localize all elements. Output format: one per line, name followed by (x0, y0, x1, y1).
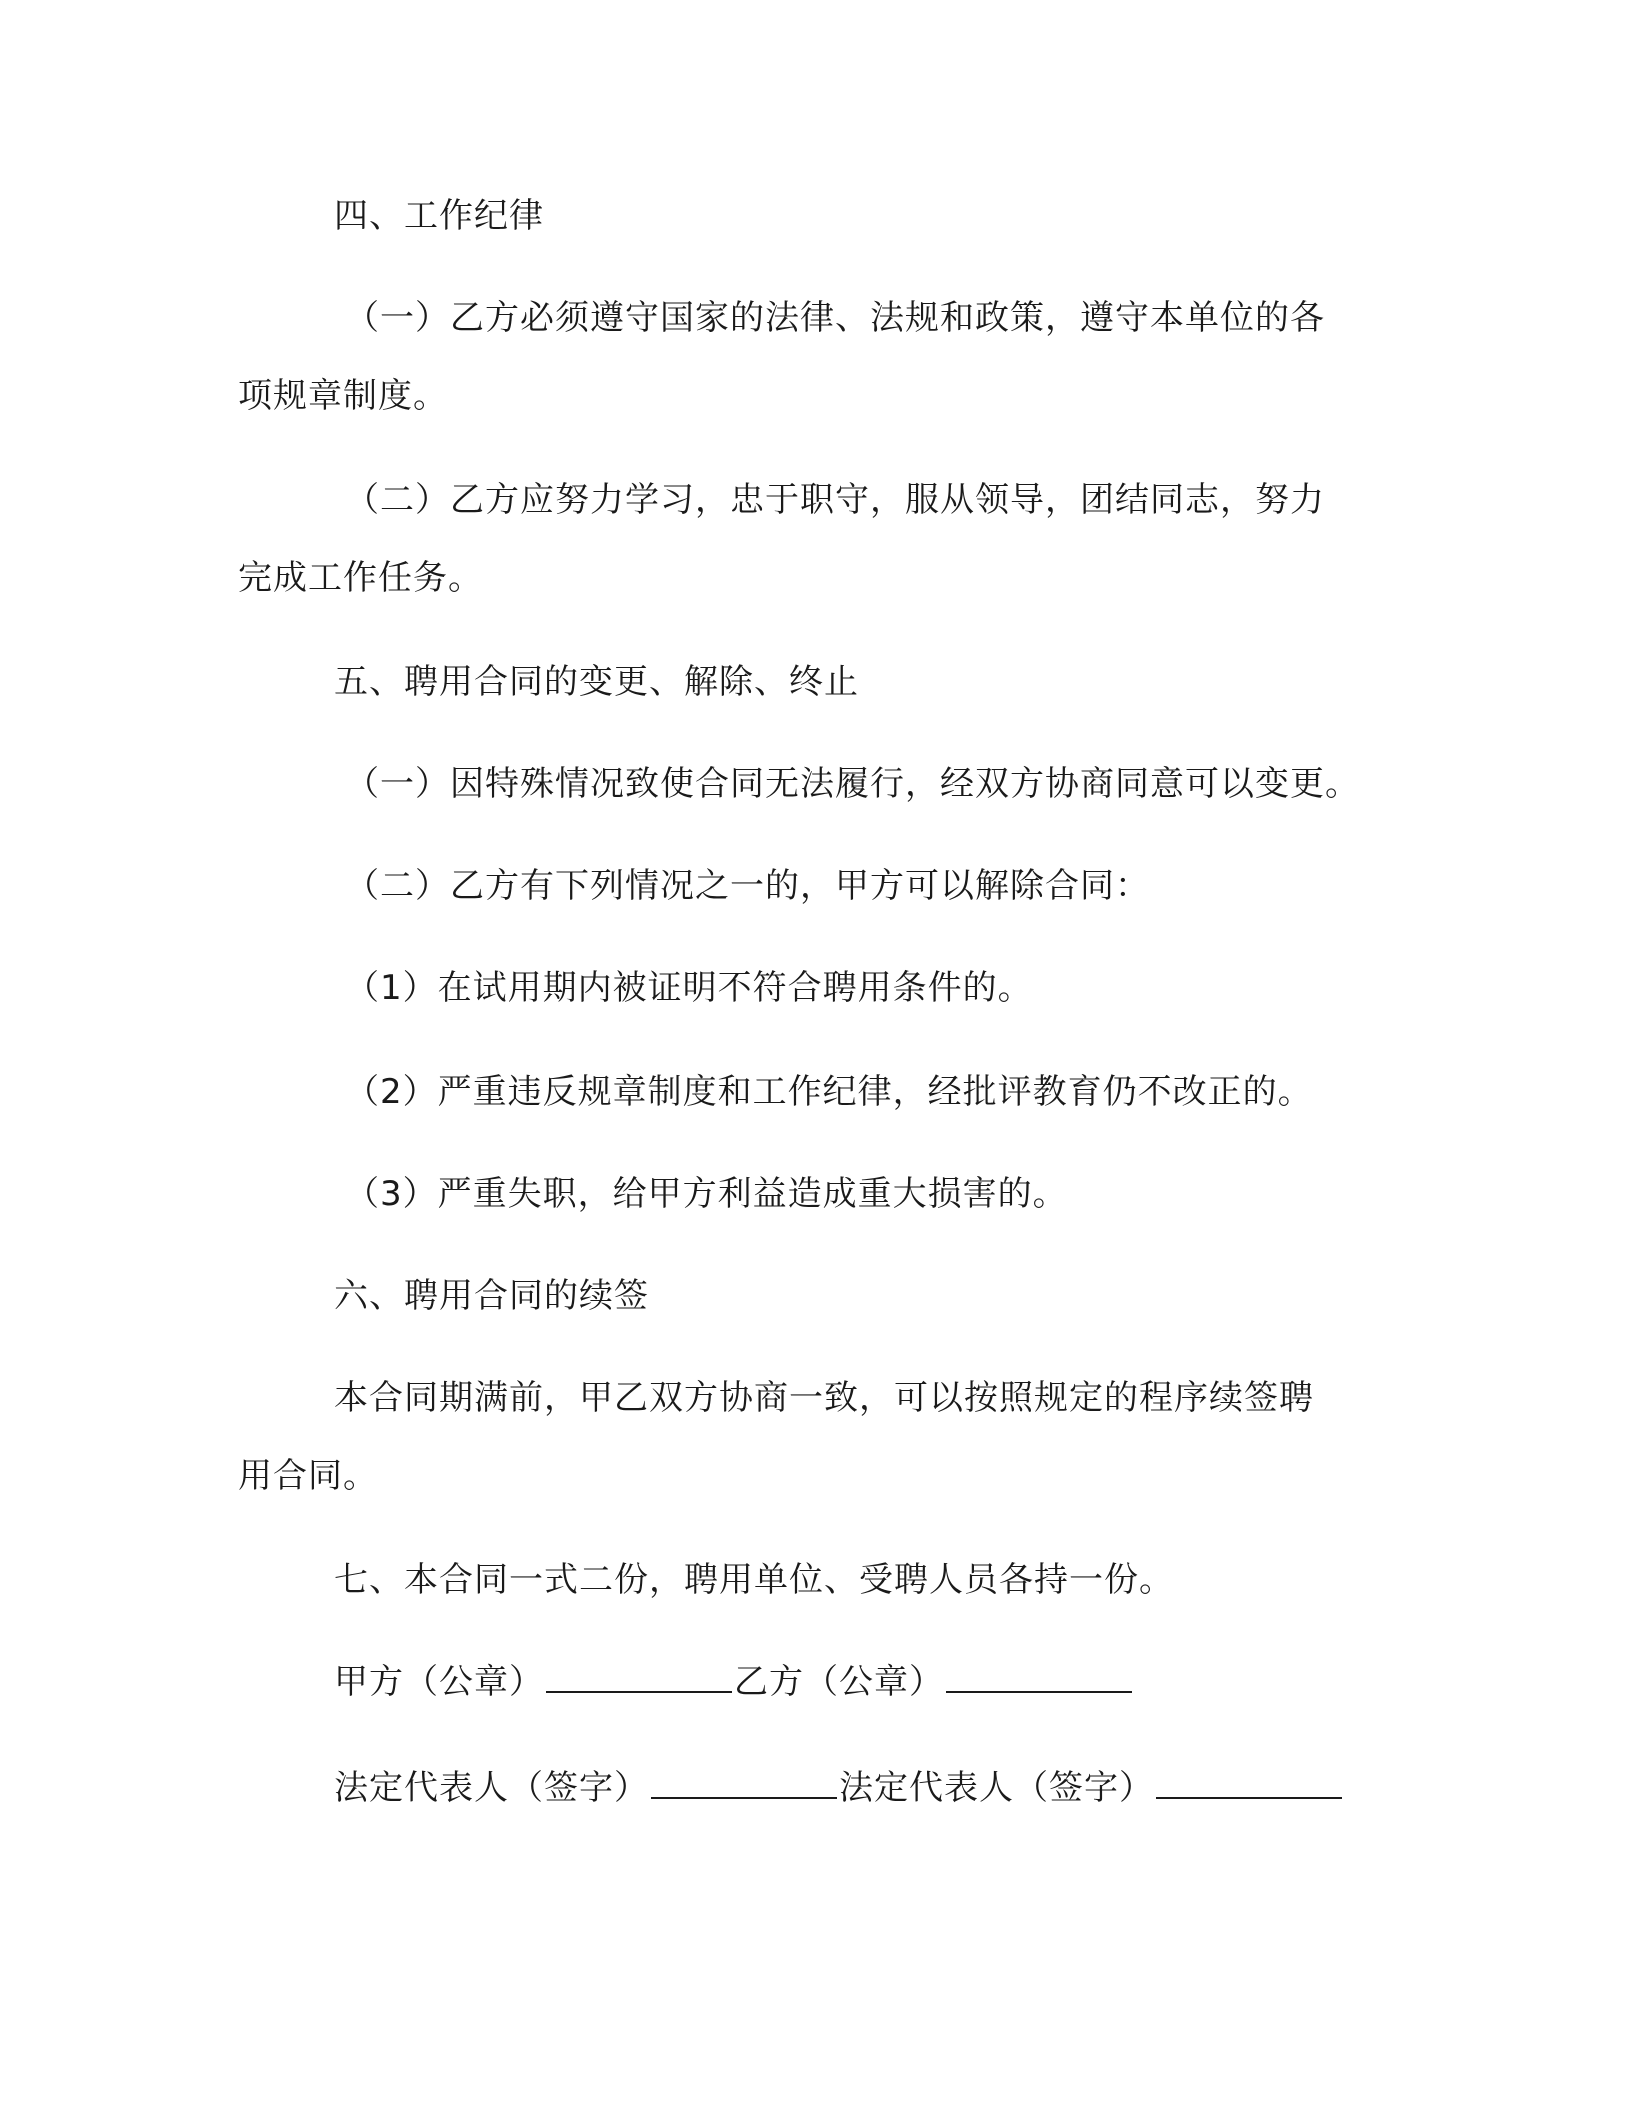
party-b-rep-blank[interactable] (1156, 1767, 1342, 1799)
party-b-seal-label: 乙方（公章） (734, 1662, 944, 1702)
party-a-seal-label: 甲方（公章） (334, 1662, 544, 1702)
paragraph-line: （二）乙方有下列情况之一的，甲方可以解除合同： (345, 866, 1150, 906)
party-a-rep-label: 法定代表人（签字） (334, 1768, 649, 1808)
section-heading-discipline: 四、工作纪律 (334, 196, 544, 236)
paragraph-line: 完成工作任务。 (238, 558, 483, 598)
paragraph-line: 用合同。 (238, 1456, 378, 1496)
list-item: （1）在试用期内被证明不符合聘用条件的。 (345, 968, 1033, 1008)
signature-row-seal (334, 1660, 1134, 1704)
paragraph-line: （二）乙方应努力学习，忠于职守，服从领导，团结同志，努力 (345, 480, 1325, 520)
party-b-seal-blank[interactable] (946, 1661, 1132, 1693)
section-heading-copies: 七、本合同一式二份，聘用单位、受聘人员各持一份。 (334, 1560, 1174, 1600)
signature-row-representative (334, 1766, 1344, 1810)
list-item: （3）严重失职，给甲方利益造成重大损害的。 (345, 1174, 1068, 1214)
party-a-rep-blank[interactable] (651, 1767, 837, 1799)
paragraph-line: （一）乙方必须遵守国家的法律、法规和政策，遵守本单位的各 (345, 298, 1325, 338)
party-b-rep-label: 法定代表人（签字） (839, 1768, 1154, 1808)
party-a-seal-blank[interactable] (546, 1661, 732, 1693)
paragraph-line: 本合同期满前，甲乙双方协商一致，可以按照规定的程序续签聘 (334, 1378, 1314, 1418)
list-item: （2）严重违反规章制度和工作纪律，经批评教育仍不改正的。 (345, 1072, 1313, 1112)
section-heading-contract-change: 五、聘用合同的变更、解除、终止 (334, 662, 859, 702)
paragraph-line: （一）因特殊情况致使合同无法履行，经双方协商同意可以变更。 (345, 764, 1360, 804)
paragraph-line: 项规章制度。 (238, 376, 448, 416)
section-heading-renewal: 六、聘用合同的续签 (334, 1276, 649, 1316)
